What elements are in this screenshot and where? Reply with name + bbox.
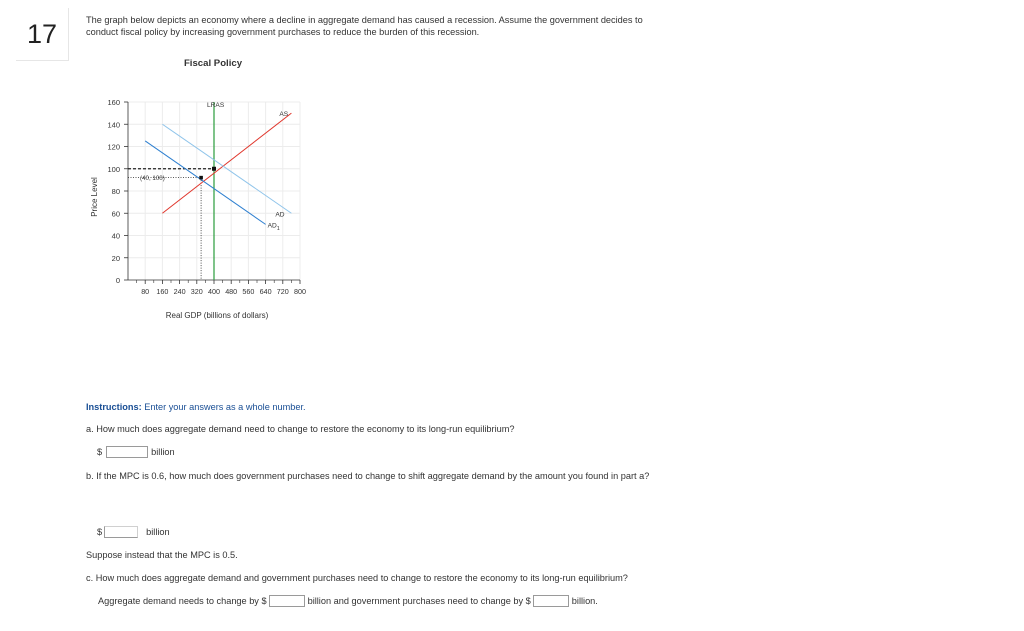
y-tick-label: 40: [111, 231, 120, 241]
point-label-recession: (40, 100): [140, 175, 165, 183]
part-a-question: a. How much does aggregate demand need to change to restore the economy to its long-run equilibrium?: [86, 424, 515, 434]
part-c-ad-input[interactable]: [269, 595, 305, 607]
instructions-label: Instructions:: [86, 402, 142, 412]
part-c-question: c. How much does aggregate demand and government purchases need to change to restore the economy to its long-run equilibrium?: [86, 573, 628, 583]
part-a-unit: billion: [151, 447, 175, 457]
x-tick-label: 640: [259, 287, 272, 296]
fiscal-policy-chart: [80, 90, 340, 325]
y-tick-label: 120: [107, 142, 120, 152]
question-number-box: [16, 8, 69, 61]
y-tick-label: 60: [111, 209, 120, 219]
x-tick-label: 560: [242, 287, 255, 296]
y-tick-label: 20: [111, 253, 120, 263]
x-tick-label: 80: [141, 287, 150, 296]
curve-label-ad: AD: [275, 211, 285, 219]
part-b-question: b. If the MPC is 0.6, how much does government purchases need to change to shift aggregate demand by the amount you found in part a?: [86, 471, 650, 481]
y-tick-label: 0: [115, 276, 120, 285]
x-tick-label: 400: [208, 287, 220, 296]
point-long-run-equilibrium: [212, 167, 216, 171]
y-tick-label: 100: [107, 164, 120, 174]
part-c-prefix: Aggregate demand needs to change by $: [98, 596, 267, 606]
part-b-answer-row: [97, 526, 170, 538]
curve-label-as: AS: [279, 111, 289, 119]
x-tick-label: 240: [173, 287, 186, 296]
instructions: [86, 402, 306, 412]
curve-label-ad1: $AD_1$: [267, 222, 280, 232]
curve-as: [162, 113, 291, 213]
part-a-input[interactable]: [106, 446, 148, 458]
part-a-currency: $: [97, 447, 103, 457]
part-b-currency: $: [97, 527, 103, 537]
x-tick-label: 480: [225, 287, 238, 296]
y-tick-label: 160: [107, 98, 120, 107]
part-a-answer-row: [97, 446, 175, 458]
part-c-middle: billion and government purchases need to change by $: [307, 596, 531, 606]
question-intro: The graph below depicts an economy where a decline in aggregate demand has caused a recession. Assume the government decides to conduct fiscal policy by increasing government purchases to reduce the burden of this recession.: [86, 15, 643, 37]
x-tick-label: 320: [190, 287, 203, 296]
y-tick-label: 80: [111, 187, 120, 196]
point-recession-equilibrium: [199, 176, 203, 180]
y-tick-label: 140: [107, 120, 120, 130]
y-axis-label: Price Level: [90, 177, 99, 217]
suppose-text: Suppose instead that the MPC is 0.5.: [86, 550, 238, 560]
x-tick-label: 800: [294, 287, 306, 296]
part-c-g-input[interactable]: [533, 595, 569, 607]
instructions-text: Enter your answers as a whole number.: [144, 402, 306, 412]
question-number: 17: [26, 18, 58, 49]
part-b-input[interactable]: [104, 526, 138, 538]
part-b-unit: billion: [146, 527, 170, 537]
chart-title: Fiscal Policy: [183, 58, 243, 69]
x-tick-label: 720: [276, 287, 289, 296]
part-c-answer-row: [98, 595, 598, 607]
part-c-suffix: billion.: [571, 596, 598, 606]
curve-label-lras: LRAS: [207, 102, 225, 109]
x-tick-label: 160: [156, 287, 169, 296]
x-axis-label: Real GDP (billions of dollars): [165, 311, 269, 320]
